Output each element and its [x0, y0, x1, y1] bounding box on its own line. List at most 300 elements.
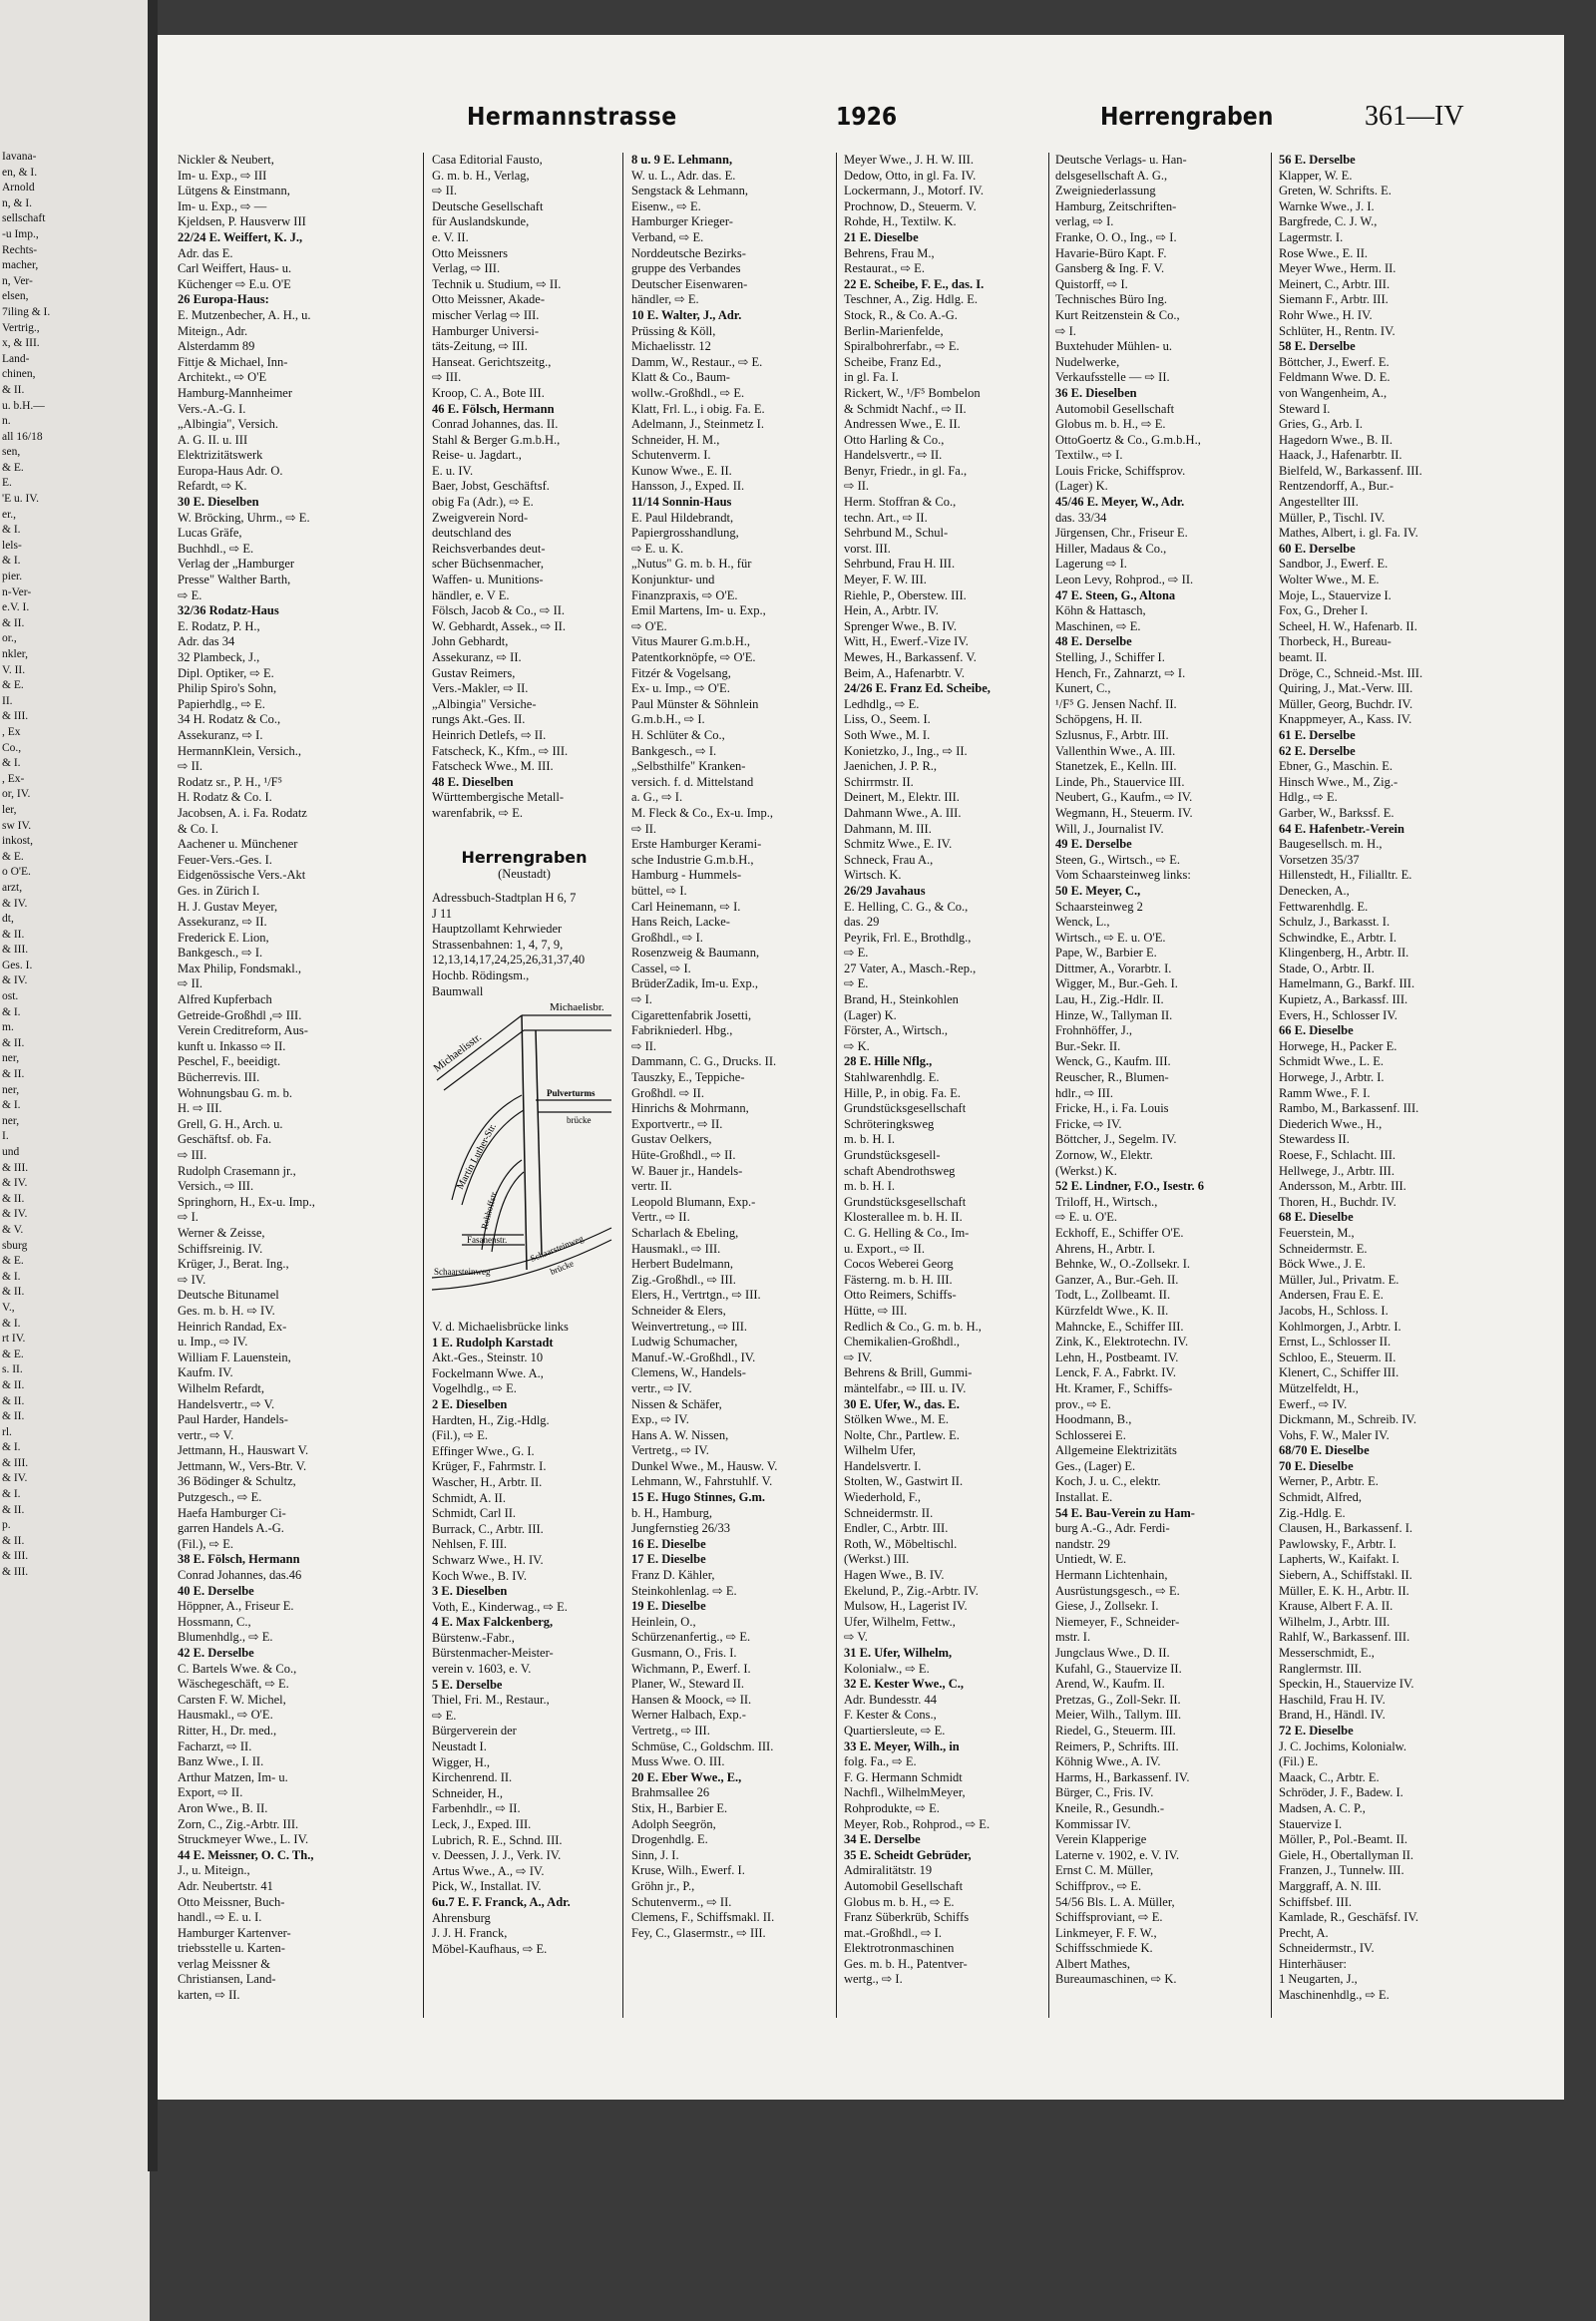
directory-entry: W. Gebhardt, Assek., ⇨ II.: [432, 618, 566, 633]
directory-entry: Diederich Wwe., H.,: [1279, 1116, 1383, 1131]
adjacent-page-text: p.: [2, 1519, 11, 1532]
directory-entry: Angestellter III.: [1279, 495, 1359, 510]
adjacent-page-text: & II.: [2, 1410, 25, 1423]
directory-entry: ⇨ I.: [1055, 323, 1076, 338]
directory-entry: Pretzas, G., Zoll-Sekr. II.: [1055, 1692, 1181, 1707]
directory-entry: karten, ⇨ II.: [178, 1988, 240, 2003]
directory-entry: a. G., ⇨ I.: [631, 790, 683, 805]
directory-entry: Brand, H., Händl. IV.: [1279, 1708, 1386, 1723]
directory-entry: Schneck, Frau A.,: [844, 852, 934, 867]
directory-entry: Fox, G., Dreher I.: [1279, 603, 1369, 618]
directory-entry: Linde, Ph., Stauervice III.: [1055, 774, 1185, 789]
directory-entry: Papiergrosshandlung,: [631, 526, 739, 541]
adjacent-page-text: all 16/18: [2, 430, 43, 443]
directory-entry: Ramm Wwe., F. I.: [1279, 1085, 1371, 1100]
directory-entry: 61 E. Derselbe: [1279, 727, 1356, 742]
directory-entry: Großhdl., ⇨ I.: [631, 930, 703, 945]
directory-entry: Muss Wwe. O. III.: [631, 1754, 725, 1769]
adjacent-page-text: & II.: [2, 1534, 25, 1547]
directory-entry: Lagerung ⇨ I.: [1055, 557, 1127, 572]
directory-entry: Wolter Wwe., M. E.: [1279, 573, 1380, 587]
directory-entry: Steward I.: [1279, 401, 1331, 416]
directory-entry: Hamelmann, G., Barkf. III.: [1279, 976, 1415, 991]
directory-entry: 19 E. Dieselbe: [631, 1599, 706, 1614]
directory-entry: Hansen & Moock, ⇨ II.: [631, 1692, 752, 1707]
directory-entry: Emil Martens, Im- u. Exp.,: [631, 603, 766, 618]
directory-entry: Bürger, C., Fris. IV.: [1055, 1785, 1154, 1800]
directory-entry: Europa-Haus Adr. O.: [178, 463, 283, 478]
directory-entry: Hille, P., in obig. Fa. E.: [844, 1085, 962, 1100]
directory-entry: Jungclaus Wwe., D. II.: [1055, 1646, 1170, 1660]
directory-entry: Adr. das E.: [178, 245, 233, 260]
directory-entry: Grundstücksgesellschaft: [844, 1101, 967, 1116]
directory-entry: m. b. H. I.: [844, 1132, 896, 1147]
directory-entry: Ekelund, P., Zig.-Arbtr. IV.: [844, 1583, 979, 1598]
directory-entry: Bürstenw.-Fabr.,: [432, 1630, 515, 1645]
directory-entry: 17 E. Dieselbe: [631, 1552, 706, 1567]
directory-entry: Eisenw., ⇨ E.: [631, 198, 701, 213]
directory-entry: 52 E. Lindner, F.O., Isestr. 6: [1055, 1179, 1204, 1194]
directory-entry: Bureaumaschinen, ⇨ K.: [1055, 1972, 1177, 1987]
directory-entry: Schiffprov., ⇨ E.: [1055, 1878, 1142, 1893]
street-map-drawing: [432, 1000, 616, 1300]
directory-entry: Meyer Wwe., J. H. W. III.: [844, 153, 974, 167]
directory-entry: Krause, Albert F. A. II.: [1279, 1599, 1394, 1614]
directory-entry: Textilw., ⇨ I.: [1055, 448, 1123, 463]
directory-entry: Meyer, F. W. III.: [844, 573, 927, 587]
directory-entry: Grundstücksgesell-: [844, 1148, 941, 1162]
directory-entry: obig Fa (Adr.), ⇨ E.: [432, 495, 534, 510]
directory-entry: ⇨ II.: [178, 976, 203, 991]
directory-entry: Havarie-Büro Kapt. F.: [1055, 245, 1167, 260]
directory-entry: techn. Art., ⇨ II.: [844, 510, 928, 525]
directory-entry: Brand, H., Steinkohlen: [844, 992, 959, 1007]
directory-entry: Kaufm. IV.: [178, 1365, 233, 1380]
directory-entry: Wilhelm, J., Arbtr. III.: [1279, 1614, 1391, 1629]
directory-entry: Konietzko, J., Ing., ⇨ II.: [844, 743, 968, 758]
directory-entry: beamt. II.: [1279, 650, 1328, 664]
adjacent-page-text: Co.,: [2, 741, 22, 754]
directory-entry: Sengstack & Lehmann,: [631, 184, 748, 198]
directory-entry: Eidgenössische Vers.-Akt: [178, 868, 306, 883]
directory-entry: ⇨ II.: [432, 184, 458, 198]
directory-entry: Kjeldsen, P. Hausverw III: [178, 214, 306, 229]
directory-entry: Effinger Wwe., G. I.: [432, 1443, 535, 1458]
adjacent-page-text: rl.: [2, 1425, 12, 1438]
directory-entry: sche Industrie G.m.b.H.,: [631, 852, 754, 867]
column-1: [178, 153, 417, 2048]
directory-entry: Quiring, J., Mat.-Verw. III.: [1279, 681, 1413, 696]
directory-entry: Putzgesch., ⇨ E.: [178, 1490, 262, 1505]
directory-entry: für Auslandskunde,: [432, 214, 530, 229]
directory-entry: Böttcher, J., Ewerf. E.: [1279, 354, 1390, 369]
column-rule: [1271, 153, 1272, 2018]
directory-entry: Ewerf., ⇨ IV.: [1279, 1396, 1348, 1411]
directory-entry: Klatt, Frl. L., i obig. Fa. E.: [631, 401, 765, 416]
directory-entry: E. u. IV.: [432, 463, 474, 478]
directory-entry: Conrad Johannes, das.46: [178, 1568, 302, 1583]
directory-entry: Roth, W., Möbeltischl.: [844, 1536, 958, 1551]
directory-entry: ⇨ E.: [844, 946, 869, 961]
adjacent-page-text: e.V. I.: [2, 601, 30, 614]
directory-entry: Ht. Kramer, F., Schiffs-: [1055, 1380, 1173, 1395]
directory-entry: Stock, R., & Co. A.-G.: [844, 307, 958, 322]
adjacent-page-text: & I.: [2, 757, 21, 770]
directory-entry: Ausrüstungsgesch., ⇨ E.: [1055, 1583, 1180, 1598]
directory-entry: E. Rodatz, P. H.,: [178, 618, 260, 633]
directory-entry: Klenert, C., Schiffer III.: [1279, 1365, 1399, 1380]
directory-entry: Akt.-Ges., Steinstr. 10: [432, 1351, 544, 1365]
directory-entry: Speckin, H., Stauervize IV.: [1279, 1677, 1414, 1692]
directory-entry: Kürzfeldt Wwe., K. II.: [1055, 1303, 1169, 1318]
directory-entry: 28 E. Hille Nflg.,: [844, 1054, 933, 1069]
directory-entry: Herbert Budelmann,: [631, 1257, 734, 1272]
column-2-bottom: [432, 1320, 616, 2018]
directory-entry: Rambo, M., Barkassenf. III.: [1279, 1101, 1419, 1116]
directory-entry: Laterne v. 1902, e. V. IV.: [1055, 1847, 1180, 1862]
directory-entry: 44 E. Meissner, O. C. Th.,: [178, 1847, 314, 1862]
directory-entry: Schiffsbef. III.: [1279, 1894, 1353, 1909]
directory-entry: Exportvertr., ⇨ II.: [631, 1116, 723, 1131]
directory-entry: Hardten, H., Zig.-Hdlg.: [432, 1412, 550, 1427]
directory-entry: (Fil.), ⇨ E.: [178, 1536, 233, 1551]
directory-entry: Werner Halbach, Exp.-: [631, 1708, 746, 1723]
directory-entry: ⇨ E.: [432, 1708, 457, 1723]
adjacent-page-text: & I.: [2, 1005, 21, 1018]
directory-entry: Bargfrede, C. J. W.,: [1279, 214, 1378, 229]
directory-entry: Michaelisstr. 12: [631, 339, 711, 354]
directory-entry: mat.-Großhdl., ⇨ I.: [844, 1925, 942, 1940]
directory-entry: Frohnhöffer, J.,: [1055, 1023, 1133, 1038]
adjacent-page-text: macher,: [2, 259, 39, 272]
directory-entry: 16 E. Dieselbe: [631, 1536, 706, 1551]
directory-entry: Ernst, L., Schlosser II.: [1279, 1335, 1392, 1350]
directory-entry: Ranglermstr. III.: [1279, 1661, 1362, 1676]
adjacent-page-text: & E.: [2, 850, 24, 863]
right-street-heading: Herrengraben: [1100, 103, 1274, 132]
directory-entry: schaft Abendrothsweg: [844, 1163, 956, 1178]
directory-entry: Blumenhdlg., ⇨ E.: [178, 1630, 273, 1645]
map-label: brücke: [549, 1258, 576, 1277]
directory-entry: Lau, H., Zig.-Hdlr. II.: [1055, 992, 1164, 1007]
directory-entry: Jettmann, H., Hauswart V.: [178, 1443, 309, 1458]
directory-entry: Großhdl. ⇨ II.: [631, 1085, 704, 1100]
directory-entry: Knappmeyer, A., Kass. IV.: [1279, 712, 1412, 727]
directory-entry: Kupietz, A., Barkassf. III.: [1279, 992, 1408, 1007]
directory-entry: Dahmann Wwe., A. III.: [844, 805, 962, 820]
directory-entry: 8 u. 9 E. Lehmann,: [631, 153, 733, 167]
directory-entry: Reichsverbandes deut-: [432, 541, 546, 556]
directory-entry: Otto Harling & Co.,: [844, 432, 945, 447]
directory-entry: Lütgens & Einstmann,: [178, 184, 290, 198]
adjacent-page-text: & I.: [2, 1441, 21, 1454]
directory-entry: Vertr., ⇨ II.: [631, 1210, 690, 1225]
directory-entry: kunft u. Inkasso ⇨ II.: [178, 1038, 286, 1053]
directory-entry: Struckmeyer Wwe., L. IV.: [178, 1832, 309, 1847]
directory-entry: Reuscher, R., Blumen-: [1055, 1070, 1169, 1085]
adjacent-page-text: or, IV.: [2, 788, 31, 801]
directory-entry: händler, ⇨ E.: [631, 292, 699, 307]
directory-entry: J. J. H. Franck,: [432, 1926, 508, 1941]
directory-entry: Werner & Zeisse,: [178, 1225, 265, 1240]
directory-entry: Gröhn jr., P.,: [631, 1878, 695, 1893]
directory-entry: Schmitz Wwe., E. IV.: [844, 837, 953, 852]
directory-entry: 30 E. Ufer, W., das. E.: [844, 1396, 960, 1411]
directory-entry: Strassenbahnen: 1, 4, 7, 9,: [432, 937, 564, 952]
directory-entry: Stahlwarenhdlg. E.: [844, 1070, 940, 1085]
directory-entry: Niemeyer, F., Schneider-: [1055, 1614, 1180, 1629]
directory-entry: Bücherrevis. III.: [178, 1070, 260, 1085]
directory-entry: 2 E. Dieselben: [432, 1396, 508, 1411]
directory-entry: ⇨ E.: [844, 976, 869, 991]
directory-entry: Quistorff, ⇨ I.: [1055, 276, 1128, 291]
directory-entry: Louis Fricke, Schiffsprov.: [1055, 463, 1186, 478]
directory-entry: Kamlade, R., Geschäfsf. IV.: [1279, 1910, 1419, 1925]
adjacent-page-text: ost.: [2, 990, 19, 1003]
directory-entry: Maschinenhdlg., ⇨ E.: [1279, 1988, 1390, 2003]
directory-entry: Wäschegeschäft, ⇨ E.: [178, 1677, 289, 1692]
adjacent-page-text: & III.: [2, 1456, 29, 1469]
directory-entry: Wenck, G., Kaufm. III.: [1055, 1054, 1171, 1069]
directory-entry: 36 E. Dieselben: [1055, 385, 1137, 400]
directory-entry: Automobil Gesellschaft: [844, 1878, 964, 1893]
directory-entry: mischer Verlag ⇨ III.: [432, 307, 540, 322]
adjacent-page-text: E.: [2, 477, 12, 490]
directory-entry: Württembergische Metall-: [432, 790, 565, 805]
directory-entry: 26/29 Javahaus: [844, 883, 926, 898]
adjacent-page-text: & E.: [2, 1348, 24, 1360]
directory-entry: ⇨ E. u. O'E.: [1055, 1210, 1118, 1225]
directory-entry: Aachener u. Münchener: [178, 837, 298, 852]
directory-entry: Küchenger ⇨ E.u. O'E: [178, 276, 291, 291]
directory-entry: Franz Süberkrüb, Schiffs: [844, 1910, 970, 1925]
directory-entry: Ufer, Wilhelm, Fettw.,: [844, 1614, 956, 1629]
directory-entry: Carl Heinemann, ⇨ I.: [631, 899, 741, 914]
directory-entry: Weinvertretung., ⇨ III.: [631, 1319, 748, 1334]
directory-entry: 70 E. Dieselbe: [1279, 1458, 1354, 1473]
adjacent-page-text: , Ex: [2, 725, 21, 738]
directory-entry: Hdlg., ⇨ E.: [1279, 790, 1338, 805]
directory-entry: ⇨ IV.: [844, 1350, 873, 1364]
directory-entry: Ges. in Zürich I.: [178, 883, 260, 898]
directory-entry: Feuer-Vers.-Ges. I.: [178, 852, 272, 867]
adjacent-page-text: lels-: [2, 539, 22, 552]
directory-entry: ¹/F⁵ G. Jensen Nachf. II.: [1055, 696, 1177, 711]
directory-entry: Hausmakl., ⇨ III.: [631, 1241, 721, 1256]
directory-entry: Stauervize I.: [1279, 1816, 1343, 1831]
directory-entry: Müller, Georg, Buchdr. IV.: [1279, 696, 1413, 711]
directory-entry: wertg., ⇨ I.: [844, 1972, 903, 1987]
directory-entry: „Selbsthilfe" Kranken-: [631, 759, 746, 774]
directory-entry: Grell, G. H., Arch. u.: [178, 1116, 283, 1131]
directory-page: [158, 35, 1564, 2100]
column-6: [1279, 153, 1498, 2048]
directory-entry: 15 E. Hugo Stinnes, G.m.: [631, 1490, 766, 1505]
directory-entry: Kirchenrend. II.: [432, 1770, 513, 1785]
directory-entry: Baer, Jobst, Geschäftsf.: [432, 479, 550, 494]
directory-entry: gruppe des Verbandes: [631, 261, 741, 276]
directory-entry: Nickler & Neubert,: [178, 153, 274, 167]
directory-entry: Linkmeyer, F. F. W.,: [1055, 1925, 1157, 1940]
directory-entry: Im- u. Exp., ⇨ III: [178, 168, 267, 183]
adjacent-page-text: & IV.: [2, 1472, 28, 1485]
directory-entry: Berlin-Marienfelde,: [844, 323, 944, 338]
column-rule: [622, 153, 623, 2018]
directory-entry: Kruse, Wilh., Ewerf. I.: [631, 1863, 745, 1878]
directory-entry: Hanseat. Gerichtszeitg.,: [432, 354, 552, 369]
adjacent-page-text: n-Ver-: [2, 585, 32, 598]
directory-entry: Kohlmorgen, J., Arbtr. I.: [1279, 1319, 1401, 1334]
directory-entry: folg. Fa., ⇨ E.: [844, 1754, 917, 1769]
directory-entry: 60 E. Derselbe: [1279, 541, 1356, 556]
column-rule: [836, 153, 837, 2018]
adjacent-page-text: Arnold: [2, 182, 35, 194]
directory-entry: Sehrbund M., Schul-: [844, 526, 949, 541]
directory-entry: 48 E. Derselbe: [1055, 634, 1132, 649]
directory-entry: Vertretg., ⇨ IV.: [631, 1443, 709, 1458]
directory-entry: Peyrik, Frl. E., Brothdlg.,: [844, 930, 972, 945]
directory-entry: Clemens, W., Handels-: [631, 1365, 746, 1380]
directory-entry: vertr. II.: [631, 1179, 672, 1194]
adjacent-page-text: nkler,: [2, 648, 29, 660]
directory-entry: 32 Plambeck, J.,: [178, 650, 260, 664]
directory-entry: 66 E. Dieselbe: [1279, 1023, 1354, 1038]
adjacent-page-text: & II.: [2, 1068, 25, 1081]
directory-entry: Hamburg, Zeitschriften-: [1055, 198, 1177, 213]
directory-entry: Nudelwerke,: [1055, 354, 1120, 369]
directory-entry: Bürgerverein der: [432, 1724, 517, 1739]
directory-entry: Rosenzweig & Baumann,: [631, 946, 760, 961]
directory-entry: Handelsvertr., ⇨ II.: [844, 448, 943, 463]
directory-entry: ⇨ I.: [631, 992, 652, 1007]
directory-entry: Gries, G., Arb. I.: [1279, 417, 1364, 432]
directory-entry: Adr. Neubertstr. 41: [178, 1878, 273, 1893]
directory-entry: 68/70 E. Dieselbe: [1279, 1443, 1370, 1458]
directory-entry: „Albingia" Versiche-: [432, 696, 537, 711]
directory-entry: 49 E. Derselbe: [1055, 837, 1132, 852]
directory-entry: Lubrich, R. E., Schnd. III.: [432, 1832, 563, 1847]
directory-entry: büttel, ⇨ I.: [631, 883, 687, 898]
left-street-heading: Hermannstrasse: [467, 103, 677, 132]
directory-entry: Leon Levy, Rohprod., ⇨ II.: [1055, 573, 1194, 587]
adjacent-page-text: Ges. I.: [2, 959, 33, 971]
adjacent-page-text: -u Imp.,: [2, 227, 39, 240]
directory-entry: Rohr Wwe., H. IV.: [1279, 307, 1373, 322]
column-3: [631, 153, 831, 2048]
directory-entry: Sprenger Wwe., B. IV.: [844, 618, 958, 633]
directory-entry: Ledhdlg., ⇨ E.: [844, 696, 920, 711]
directory-entry: Otto Reimers, Schiffs-: [844, 1288, 957, 1303]
directory-entry: Bielfeld, W., Barkassenf. III.: [1279, 463, 1422, 478]
directory-entry: Verein Creditreform, Aus-: [178, 1023, 308, 1038]
directory-entry: 54 E. Bau-Verein zu Ham-: [1055, 1505, 1195, 1520]
directory-entry: Finanzpraxis, ⇨ O'E.: [631, 587, 738, 602]
directory-entry: mäntelfabr., ⇨ III. u. IV.: [844, 1380, 967, 1395]
directory-entry: Burrack, C., Arbtr. III.: [432, 1521, 544, 1536]
directory-entry: Technisches Büro Ing.: [1055, 292, 1167, 307]
directory-entry: Otto Meissners: [432, 245, 509, 260]
directory-entry: Zig.-Großhdl., ⇨ III.: [631, 1272, 736, 1287]
directory-entry: Prochnow, D., Steuerm. V.: [844, 198, 977, 213]
directory-entry: b. H., Hamburg,: [631, 1505, 713, 1520]
directory-entry: ⇨ II.: [631, 1038, 657, 1053]
directory-entry: 11/14 Sonnin-Haus: [631, 495, 732, 510]
adjacent-page-text: V.,: [2, 1301, 15, 1314]
directory-entry: Wirtsch., ⇨ E. u. O'E.: [1055, 930, 1166, 945]
adjacent-page-text: & IV.: [2, 1177, 28, 1190]
directory-entry: Schneider, H.,: [432, 1785, 504, 1800]
directory-entry: 27 Vater, A., Masch.-Rep.,: [844, 961, 977, 975]
directory-entry: Sehrbund, Frau H. III.: [844, 557, 956, 572]
directory-entry: Witt, H., Ewerf.-Vize IV.: [844, 634, 969, 649]
directory-entry: Moje, L., Stauervize I.: [1279, 587, 1392, 602]
directory-entry: Behrens & Brill, Gummi-: [844, 1365, 973, 1380]
directory-entry: Pawlowsky, F., Arbtr. I.: [1279, 1536, 1396, 1551]
directory-entry: Herm. Stoffran & Co.,: [844, 495, 957, 510]
directory-entry: Franke, O. O., Ing., ⇨ I.: [1055, 229, 1177, 244]
directory-entry: Ludwig Schumacher,: [631, 1335, 738, 1350]
directory-entry: F. G. Hermann Schmidt: [844, 1769, 963, 1784]
directory-entry: Aron Wwe., B. II.: [178, 1800, 268, 1815]
directory-entry: V. d. Michaelisbrücke links: [432, 1320, 569, 1334]
directory-entry: Höppner, A., Friseur E.: [178, 1599, 294, 1614]
directory-entry: Eckhoff, E., Schiffer O'E.: [1055, 1225, 1184, 1240]
directory-entry: Dittmer, A., Vorarbtr. I.: [1055, 961, 1172, 975]
directory-entry: Neustadt I.: [432, 1740, 487, 1754]
directory-entry: 5 E. Derselbe: [432, 1677, 503, 1692]
directory-entry: Stahl & Berger G.m.b.H.,: [432, 432, 561, 447]
directory-entry: Lehn, H., Postbeamt. IV.: [1055, 1350, 1179, 1364]
directory-entry: täts-Zeitung, ⇨ III.: [432, 339, 528, 354]
directory-entry: 47 E. Steen, G., Altona: [1055, 587, 1176, 602]
directory-entry: 6u.7 E. F. Franck, A., Adr.: [432, 1894, 571, 1909]
directory-entry: Springhorn, H., Ex-u. Imp.,: [178, 1194, 315, 1209]
directory-entry: Fittje & Michael, Inn-: [178, 354, 288, 369]
directory-entry: Bankgesch., ⇨ I.: [178, 946, 263, 961]
directory-entry: Schmidt, A. II.: [432, 1490, 506, 1505]
directory-entry: Gansberg & Ing. F. V.: [1055, 261, 1165, 276]
directory-entry: Franz D. Kähler,: [631, 1568, 715, 1583]
directory-entry: nandstr. 29: [1055, 1536, 1110, 1551]
directory-entry: (Fil.) E.: [1279, 1754, 1319, 1769]
directory-entry: William F. Lauenstein,: [178, 1350, 291, 1364]
directory-entry: das. 33/34: [1055, 510, 1107, 525]
directory-entry: Klatt & Co., Baum-: [631, 370, 730, 385]
directory-entry: Will, J., Journalist IV.: [1055, 821, 1164, 836]
directory-entry: Meinert, C., Arbtr. III.: [1279, 276, 1391, 291]
directory-entry: 26 Europa-Haus:: [178, 292, 269, 307]
adjacent-page-text: & II.: [2, 1036, 25, 1049]
directory-entry: Fabrikniederl. Hbg.,: [631, 1023, 733, 1038]
directory-entry: E. Mutzenbecher, A. H., u.: [178, 307, 311, 322]
directory-entry: „Albingia", Versich.: [178, 417, 279, 432]
directory-entry: Verband, ⇨ E.: [631, 229, 704, 244]
directory-entry: ⇨ III.: [432, 370, 462, 385]
directory-entry: Hauptzollamt Kehrwieder: [432, 922, 563, 937]
map-label: Martin Luther-Str.: [454, 1121, 499, 1192]
directory-entry: Nehlsen, F. III.: [432, 1537, 508, 1552]
directory-entry: Schmidt, Alfred,: [1279, 1490, 1362, 1505]
directory-entry: Harms, H., Barkassenf. IV.: [1055, 1769, 1190, 1784]
directory-entry: Böck Wwe., J. E.: [1279, 1257, 1366, 1272]
directory-entry: Assekuranz, ⇨ I.: [178, 727, 263, 742]
directory-entry: 22 E. Scheibe, F. E., das. I.: [844, 276, 985, 291]
adjacent-page-text: & I.: [2, 1099, 21, 1112]
directory-entry: Haack, J., Hafenarbtr. II.: [1279, 448, 1402, 463]
adjacent-page-text: ler,: [2, 803, 17, 816]
directory-entry: Reimers, P., Schrifts. III.: [1055, 1739, 1179, 1753]
directory-entry: Maschinen, ⇨ E.: [1055, 618, 1141, 633]
